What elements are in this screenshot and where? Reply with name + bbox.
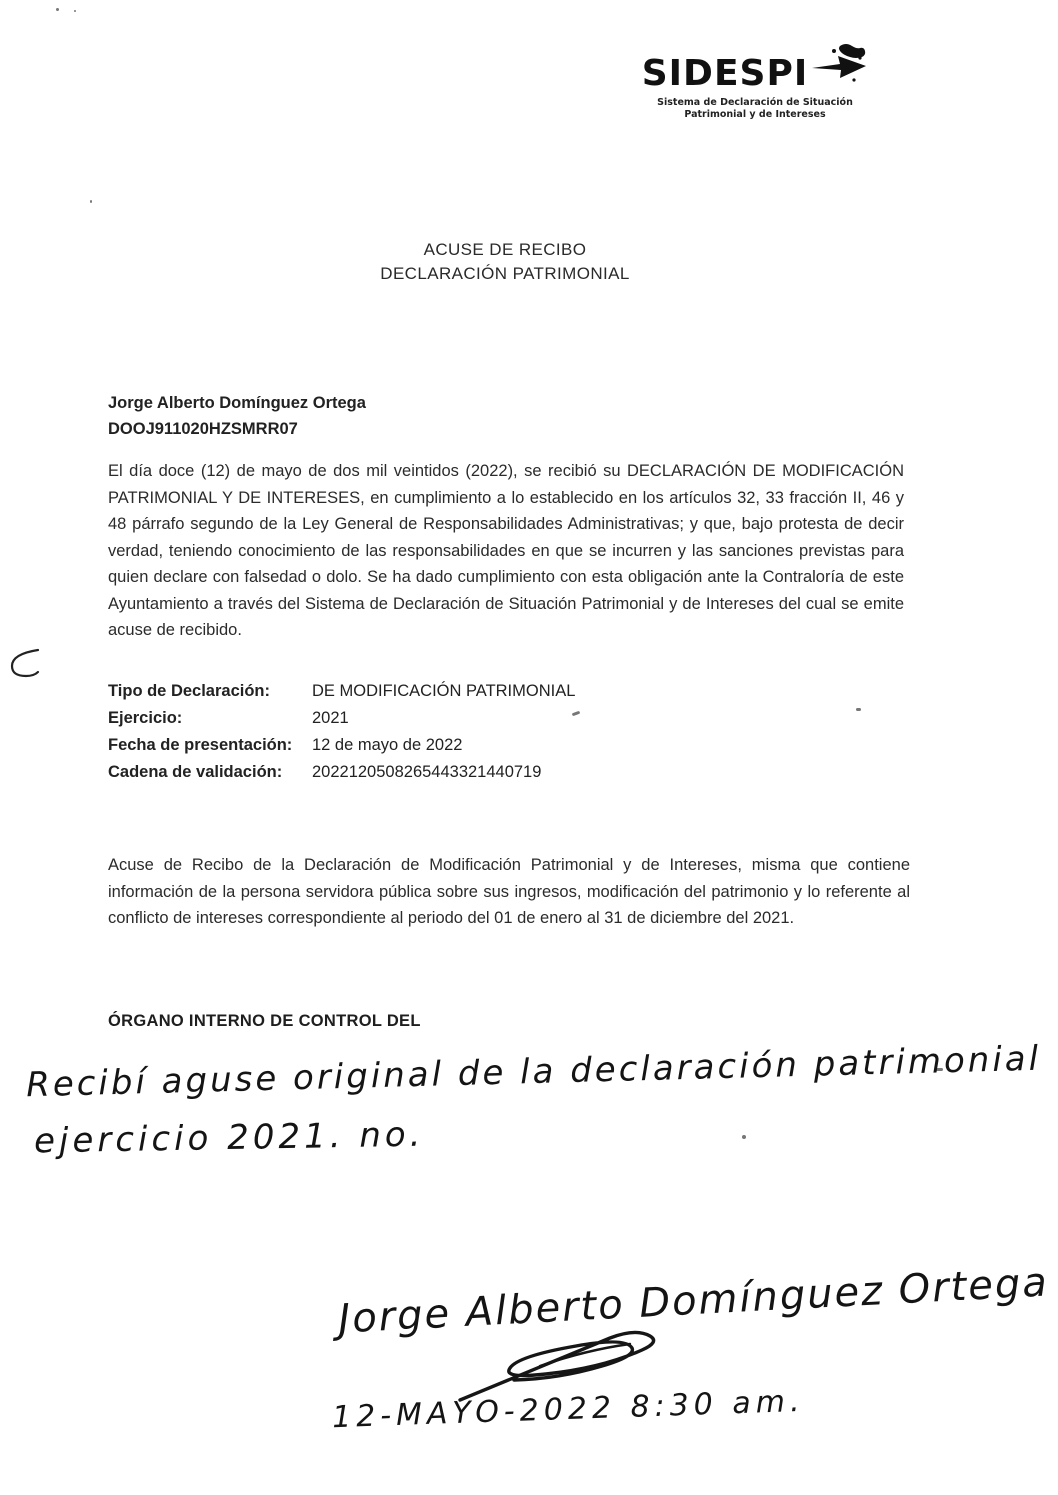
handwritten-margin-mark xyxy=(8,648,52,687)
field-row-fecha xyxy=(108,736,575,755)
field-row-ejercicio xyxy=(108,709,575,728)
field-label: Ejercicio: xyxy=(108,709,183,727)
summary-paragraph: Acuse de Recibo de la Declaración de Modificación Patrimonial y de Intereses, misma que contiene información de la persona servidora pública sobre sus ingresos, modificación del patrimonio y lo referente al conflicto de intereses correspondiente al periodo del 01 de enero al 31 de diciembre del 2021. xyxy=(108,856,910,927)
recipient-block xyxy=(108,390,366,442)
field-value: DE MODIFICACIÓN PATRIMONIAL xyxy=(312,682,576,700)
field-row-tipo xyxy=(108,682,575,701)
logo-subtitle-line2: Patrimonial y de Intereses xyxy=(684,109,826,120)
field-label: Cadena de validación: xyxy=(108,763,283,781)
field-value: 2022120508265443321440719 xyxy=(312,763,542,781)
handwritten-note-line2: ejercicio 2021. no. xyxy=(33,1114,425,1162)
main-paragraph: El día doce (12) de mayo de dos mil veintidos (2022), se recibió su DECLARACIÓN DE MODIFICACIÓN PATRIMONIAL Y DE INTERESES, en cumplimiento a lo establecido en los artículos 32, 33 fracción II, 46 y 48 párrafo segundo de la Ley General de Responsabilidades Administrativas; y que, bajo protesta de decir verdad, teniendo conocimiento de las responsabilidades en que se incurren y las sanciones previstas para quien declare con falsedad o dolo. Se ha dado cumplimiento con esta obligación ante la Contraloría de este Ayuntamiento a través del Sistema de Declaración de Situación Patrimonial y de Intereses del cual se emite acuse de recibido. xyxy=(108,462,904,639)
document-title-line1: ACUSE DE RECIBO xyxy=(423,240,587,259)
logo-wordmark: SIDESPI xyxy=(641,53,809,94)
scan-artifact xyxy=(742,1135,746,1139)
document-title xyxy=(0,238,1010,286)
handwritten-note-line1: Recibí aguse original de la declaración patrimonial xyxy=(25,1038,1042,1106)
handwritten-signature-name: Jorge Alberto Domínguez Ortega xyxy=(337,1259,1050,1343)
field-value: 12 de mayo de 2022 xyxy=(312,736,463,754)
declaration-fields xyxy=(108,682,575,790)
recipient-name: Jorge Alberto Domínguez Ortega xyxy=(108,394,366,412)
field-label: Tipo de Declaración: xyxy=(108,682,270,700)
document-title-line2: DECLARACIÓN PATRIMONIAL xyxy=(380,264,630,283)
field-row-cadena xyxy=(108,763,575,782)
scan-artifact xyxy=(74,10,76,12)
scan-artifact xyxy=(856,708,861,711)
scan-artifact xyxy=(56,8,59,11)
office-heading: ÓRGANO INTERNO DE CONTROL DEL xyxy=(108,1012,421,1030)
field-value: 2021 xyxy=(312,709,349,727)
recipient-id: DOOJ911020HZSMRR07 xyxy=(108,420,298,438)
handwritten-date-time: 12-MAYO-2022 8:30 am. xyxy=(331,1383,806,1436)
scan-artifact xyxy=(90,200,92,203)
field-label: Fecha de presentación: xyxy=(108,736,293,754)
logo-subtitle-line1: Sistema de Declaración de Situación xyxy=(657,97,853,108)
sidespi-logo xyxy=(630,52,880,121)
mexico-arrow-icon xyxy=(810,42,868,95)
